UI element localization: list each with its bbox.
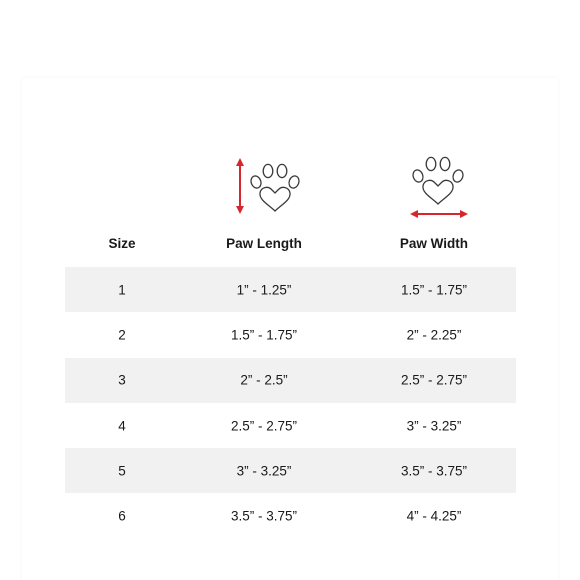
cell-paw-length: 2” - 2.5”	[240, 372, 288, 388]
cell-paw-length: 1” - 1.25”	[236, 282, 292, 298]
cell-size: 6	[118, 508, 126, 524]
cell-size: 4	[118, 418, 126, 434]
cell-size: 5	[118, 463, 126, 479]
cell-paw-length: 1.5” - 1.75”	[230, 327, 298, 343]
table-header	[0, 236, 580, 254]
size-table	[65, 267, 516, 539]
header-paw-length: Paw Length	[226, 236, 302, 251]
header-size: Size	[108, 236, 136, 251]
header-paw-width: Paw Width	[399, 236, 469, 251]
cell-paw-width: 2” - 2.25”	[406, 327, 462, 343]
cell-paw-length: 2.5” - 2.75”	[230, 418, 298, 434]
cell-paw-width: 3.5” - 3.75”	[400, 463, 468, 479]
cell-paw-width: 3” - 3.25”	[406, 418, 462, 434]
cell-paw-length: 3.5” - 3.75”	[230, 508, 298, 524]
paw-length-icon	[232, 156, 304, 216]
paw-width-icon	[406, 152, 472, 222]
cell-paw-width: 2.5” - 2.75”	[400, 372, 468, 388]
table-row	[65, 493, 516, 538]
table-row	[65, 267, 516, 312]
cell-paw-width: 1.5” - 1.75”	[400, 282, 468, 298]
cell-paw-length: 3” - 3.25”	[236, 463, 292, 479]
table-row	[65, 312, 516, 357]
cell-size: 3	[118, 372, 126, 388]
table-row	[65, 448, 516, 493]
table-row	[65, 358, 516, 403]
cell-paw-width: 4” - 4.25”	[406, 508, 462, 524]
cell-size: 2	[118, 327, 126, 343]
cell-size: 1	[118, 282, 126, 298]
table-row	[65, 403, 516, 448]
